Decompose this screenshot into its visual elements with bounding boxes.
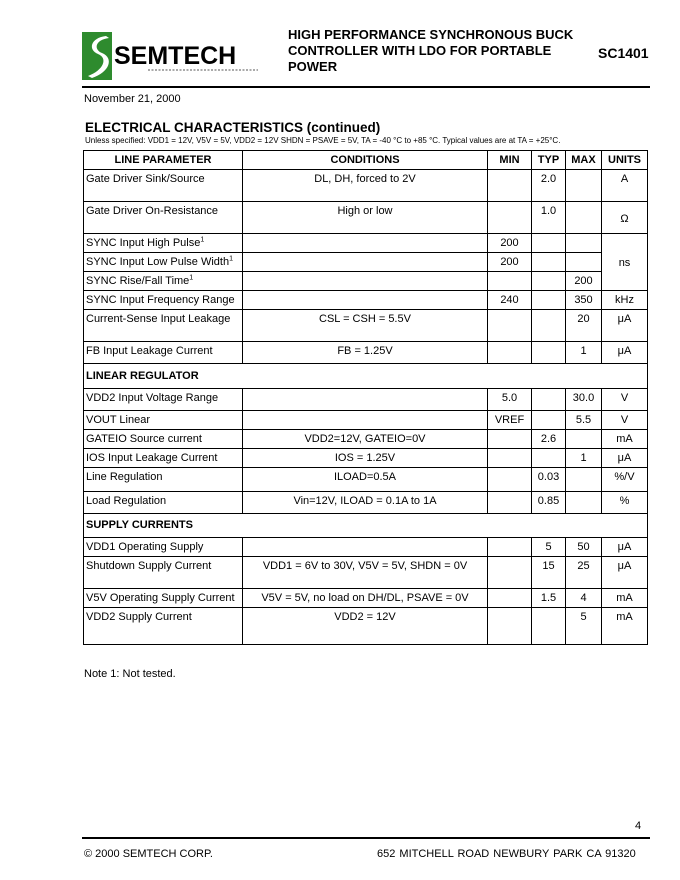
table-row: [84, 342, 648, 364]
cond-cell: [243, 234, 488, 253]
typ-cell: [532, 234, 566, 253]
min-cell: [488, 342, 532, 364]
max-cell: 30.0: [566, 389, 602, 411]
col-header-min: MIN: [488, 151, 532, 170]
typ-cell: 2.0: [532, 170, 566, 202]
param-cell: Gate Driver On-Resistance: [84, 202, 243, 234]
units-cell: V: [602, 411, 648, 430]
min-cell: [488, 449, 532, 468]
units-cell: kHz: [602, 291, 648, 310]
param-cell: [84, 272, 243, 291]
typ-cell: 0.85: [532, 492, 566, 514]
table-row: [84, 589, 648, 608]
max-cell: [566, 234, 602, 253]
table-row: [84, 538, 648, 557]
min-cell: [488, 310, 532, 342]
table-row: [84, 234, 648, 253]
cond-cell: IOS = 1.25V: [243, 449, 488, 468]
min-cell: VREF: [488, 411, 532, 430]
param-cell: Current-Sense Input Leakage: [84, 310, 243, 342]
table-row: [84, 411, 648, 430]
electrical-characteristics-table: [83, 150, 648, 645]
table-row: [84, 272, 648, 291]
min-cell: [488, 468, 532, 492]
logo-wordmark: SEMTECH: [114, 42, 237, 70]
cond-cell: [243, 538, 488, 557]
units-cell: μA: [602, 310, 648, 342]
max-cell: 5.5: [566, 411, 602, 430]
param-cell: VDD1 Operating Supply: [84, 538, 243, 557]
typ-cell: [532, 411, 566, 430]
units-cell: %: [602, 492, 648, 514]
min-cell: 5.0: [488, 389, 532, 411]
max-cell: 1: [566, 342, 602, 364]
cond-cell: [243, 272, 488, 291]
min-cell: [488, 170, 532, 202]
typ-cell: 15: [532, 557, 566, 589]
param-cell: V5V Operating Supply Current: [84, 589, 243, 608]
test-conditions: Unless specified: VDD1 = 12V, V5V = 5V, VDD2 = 12V SHDN = PSAVE = 5V, TA = -40 °C to +85 °C. Typical values are at TA = +25°C.: [85, 136, 561, 145]
document-date: November 21, 2000: [84, 93, 181, 105]
max-cell: 20: [566, 310, 602, 342]
param-cell: [84, 253, 243, 272]
units-cell: V: [602, 389, 648, 411]
max-cell: 25: [566, 557, 602, 589]
table-row: [84, 492, 648, 514]
param-cell: SYNC Input Frequency Range: [84, 291, 243, 310]
param-text: SYNC Rise/Fall Time: [86, 275, 190, 287]
cond-cell: FB = 1.25V: [243, 342, 488, 364]
cond-cell: High or low: [243, 202, 488, 234]
param-cell: [84, 234, 243, 253]
min-cell: [488, 430, 532, 449]
cond-cell: [243, 411, 488, 430]
table-row: [84, 310, 648, 342]
typ-cell: 1.0: [532, 202, 566, 234]
table-row: [84, 557, 648, 589]
semtech-logo-graphic: [82, 32, 277, 80]
section-row-supply-currents: [84, 514, 648, 538]
cond-cell: V5V = 5V, no load on DH/DL, PSAVE = 0V: [243, 589, 488, 608]
param-cell: VDD2 Supply Current: [84, 608, 243, 645]
footnote-ref: 1: [200, 236, 205, 244]
max-cell: [566, 202, 602, 234]
typ-cell: [532, 342, 566, 364]
param-cell: Gate Driver Sink/Source: [84, 170, 243, 202]
table-row: [84, 430, 648, 449]
min-cell: [488, 538, 532, 557]
param-cell: VDD2 Input Voltage Range: [84, 389, 243, 411]
cond-cell: Vin=12V, ILOAD = 0.1A to 1A: [243, 492, 488, 514]
cond-cell: CSL = CSH = 5.5V: [243, 310, 488, 342]
section-label: SUPPLY CURRENTS: [84, 514, 648, 538]
units-cell: A: [602, 170, 648, 202]
param-text: SYNC Input Low Pulse Width: [86, 256, 230, 268]
footnote: Note 1: Not tested.: [84, 668, 176, 680]
units-cell: mA: [602, 430, 648, 449]
typ-cell: 5: [532, 538, 566, 557]
typ-cell: 1.5: [532, 589, 566, 608]
typ-cell: [532, 608, 566, 645]
units-cell: Ω: [602, 202, 648, 234]
typ-cell: 2.6: [532, 430, 566, 449]
param-cell: FB Input Leakage Current: [84, 342, 243, 364]
table-row: [84, 291, 648, 310]
table-header-row: [84, 151, 648, 170]
min-cell: 200: [488, 253, 532, 272]
max-cell: [566, 492, 602, 514]
document-title: HIGH PERFORMANCE SYNCHRONOUS BUCK CONTROLLER WITH LDO FOR PORTABLE POWER: [288, 27, 574, 74]
min-cell: [488, 557, 532, 589]
cond-cell: [243, 253, 488, 272]
param-text: SYNC Input High Pulse: [86, 237, 201, 249]
semtech-logo: [82, 32, 277, 80]
footnote-ref: 1: [189, 274, 194, 282]
col-header-parameter: LINE PARAMETER: [84, 151, 243, 170]
min-cell: [488, 492, 532, 514]
footer-rule: [82, 837, 650, 839]
table-row: [84, 202, 648, 234]
table-row: [84, 253, 648, 272]
param-cell: VOUT Linear: [84, 411, 243, 430]
col-header-max: MAX: [566, 151, 602, 170]
max-cell: [566, 430, 602, 449]
units-cell: ns: [602, 234, 648, 291]
max-cell: [566, 170, 602, 202]
table-row: [84, 389, 648, 411]
units-cell: μA: [602, 449, 648, 468]
cond-cell: VDD1 = 6V to 30V, V5V = 5V, SHDN = 0V: [243, 557, 488, 589]
page-number: 4: [635, 820, 642, 832]
typ-cell: [532, 310, 566, 342]
cond-cell: [243, 291, 488, 310]
units-cell: μA: [602, 538, 648, 557]
typ-cell: [532, 272, 566, 291]
min-cell: 240: [488, 291, 532, 310]
param-cell: GATEIO Source current: [84, 430, 243, 449]
table-row: [84, 468, 648, 492]
min-cell: [488, 608, 532, 645]
section-label: LINEAR REGULATOR: [84, 364, 648, 389]
copyright: © 2000 SEMTECH CORP.: [84, 848, 213, 860]
table-row: [84, 449, 648, 468]
max-cell: 1: [566, 449, 602, 468]
param-cell: Line Regulation: [84, 468, 243, 492]
part-number: SC1401: [598, 45, 649, 61]
units-cell: %/V: [602, 468, 648, 492]
min-cell: [488, 589, 532, 608]
max-cell: 4: [566, 589, 602, 608]
typ-cell: [532, 389, 566, 411]
param-cell: IOS Input Leakage Current: [84, 449, 243, 468]
typ-cell: 0.03: [532, 468, 566, 492]
table-row: [84, 608, 648, 645]
cond-cell: [243, 389, 488, 411]
min-cell: 200: [488, 234, 532, 253]
cond-cell: DL, DH, forced to 2V: [243, 170, 488, 202]
footnote-ref: 1: [229, 255, 233, 263]
section-title: ELECTRICAL CHARACTERISTICS (continued): [85, 120, 381, 135]
col-header-conditions: CONDITIONS: [243, 151, 488, 170]
section-row-linear-regulator: [84, 364, 648, 389]
max-cell: [566, 468, 602, 492]
max-cell: [566, 253, 602, 272]
cond-cell: ILOAD=0.5A: [243, 468, 488, 492]
max-cell: 5: [566, 608, 602, 645]
param-cell: Load Regulation: [84, 492, 243, 514]
max-cell: 350: [566, 291, 602, 310]
table-row: [84, 170, 648, 202]
param-cell: Shutdown Supply Current: [84, 557, 243, 589]
units-cell: μA: [602, 557, 648, 589]
col-header-typ: TYP: [532, 151, 566, 170]
min-cell: [488, 272, 532, 291]
typ-cell: [532, 253, 566, 272]
cond-cell: VDD2=12V, GATEIO=0V: [243, 430, 488, 449]
company-address: 652 MITCHELL ROAD NEWBURY PARK CA 91320: [377, 848, 636, 860]
units-cell: μA: [602, 342, 648, 364]
header-rule: [82, 86, 650, 88]
col-header-units: UNITS: [602, 151, 648, 170]
max-cell: 50: [566, 538, 602, 557]
units-cell: mA: [602, 608, 648, 645]
typ-cell: [532, 449, 566, 468]
units-cell: mA: [602, 589, 648, 608]
max-cell: 200: [566, 272, 602, 291]
cond-cell: VDD2 = 12V: [243, 608, 488, 645]
min-cell: [488, 202, 532, 234]
typ-cell: [532, 291, 566, 310]
